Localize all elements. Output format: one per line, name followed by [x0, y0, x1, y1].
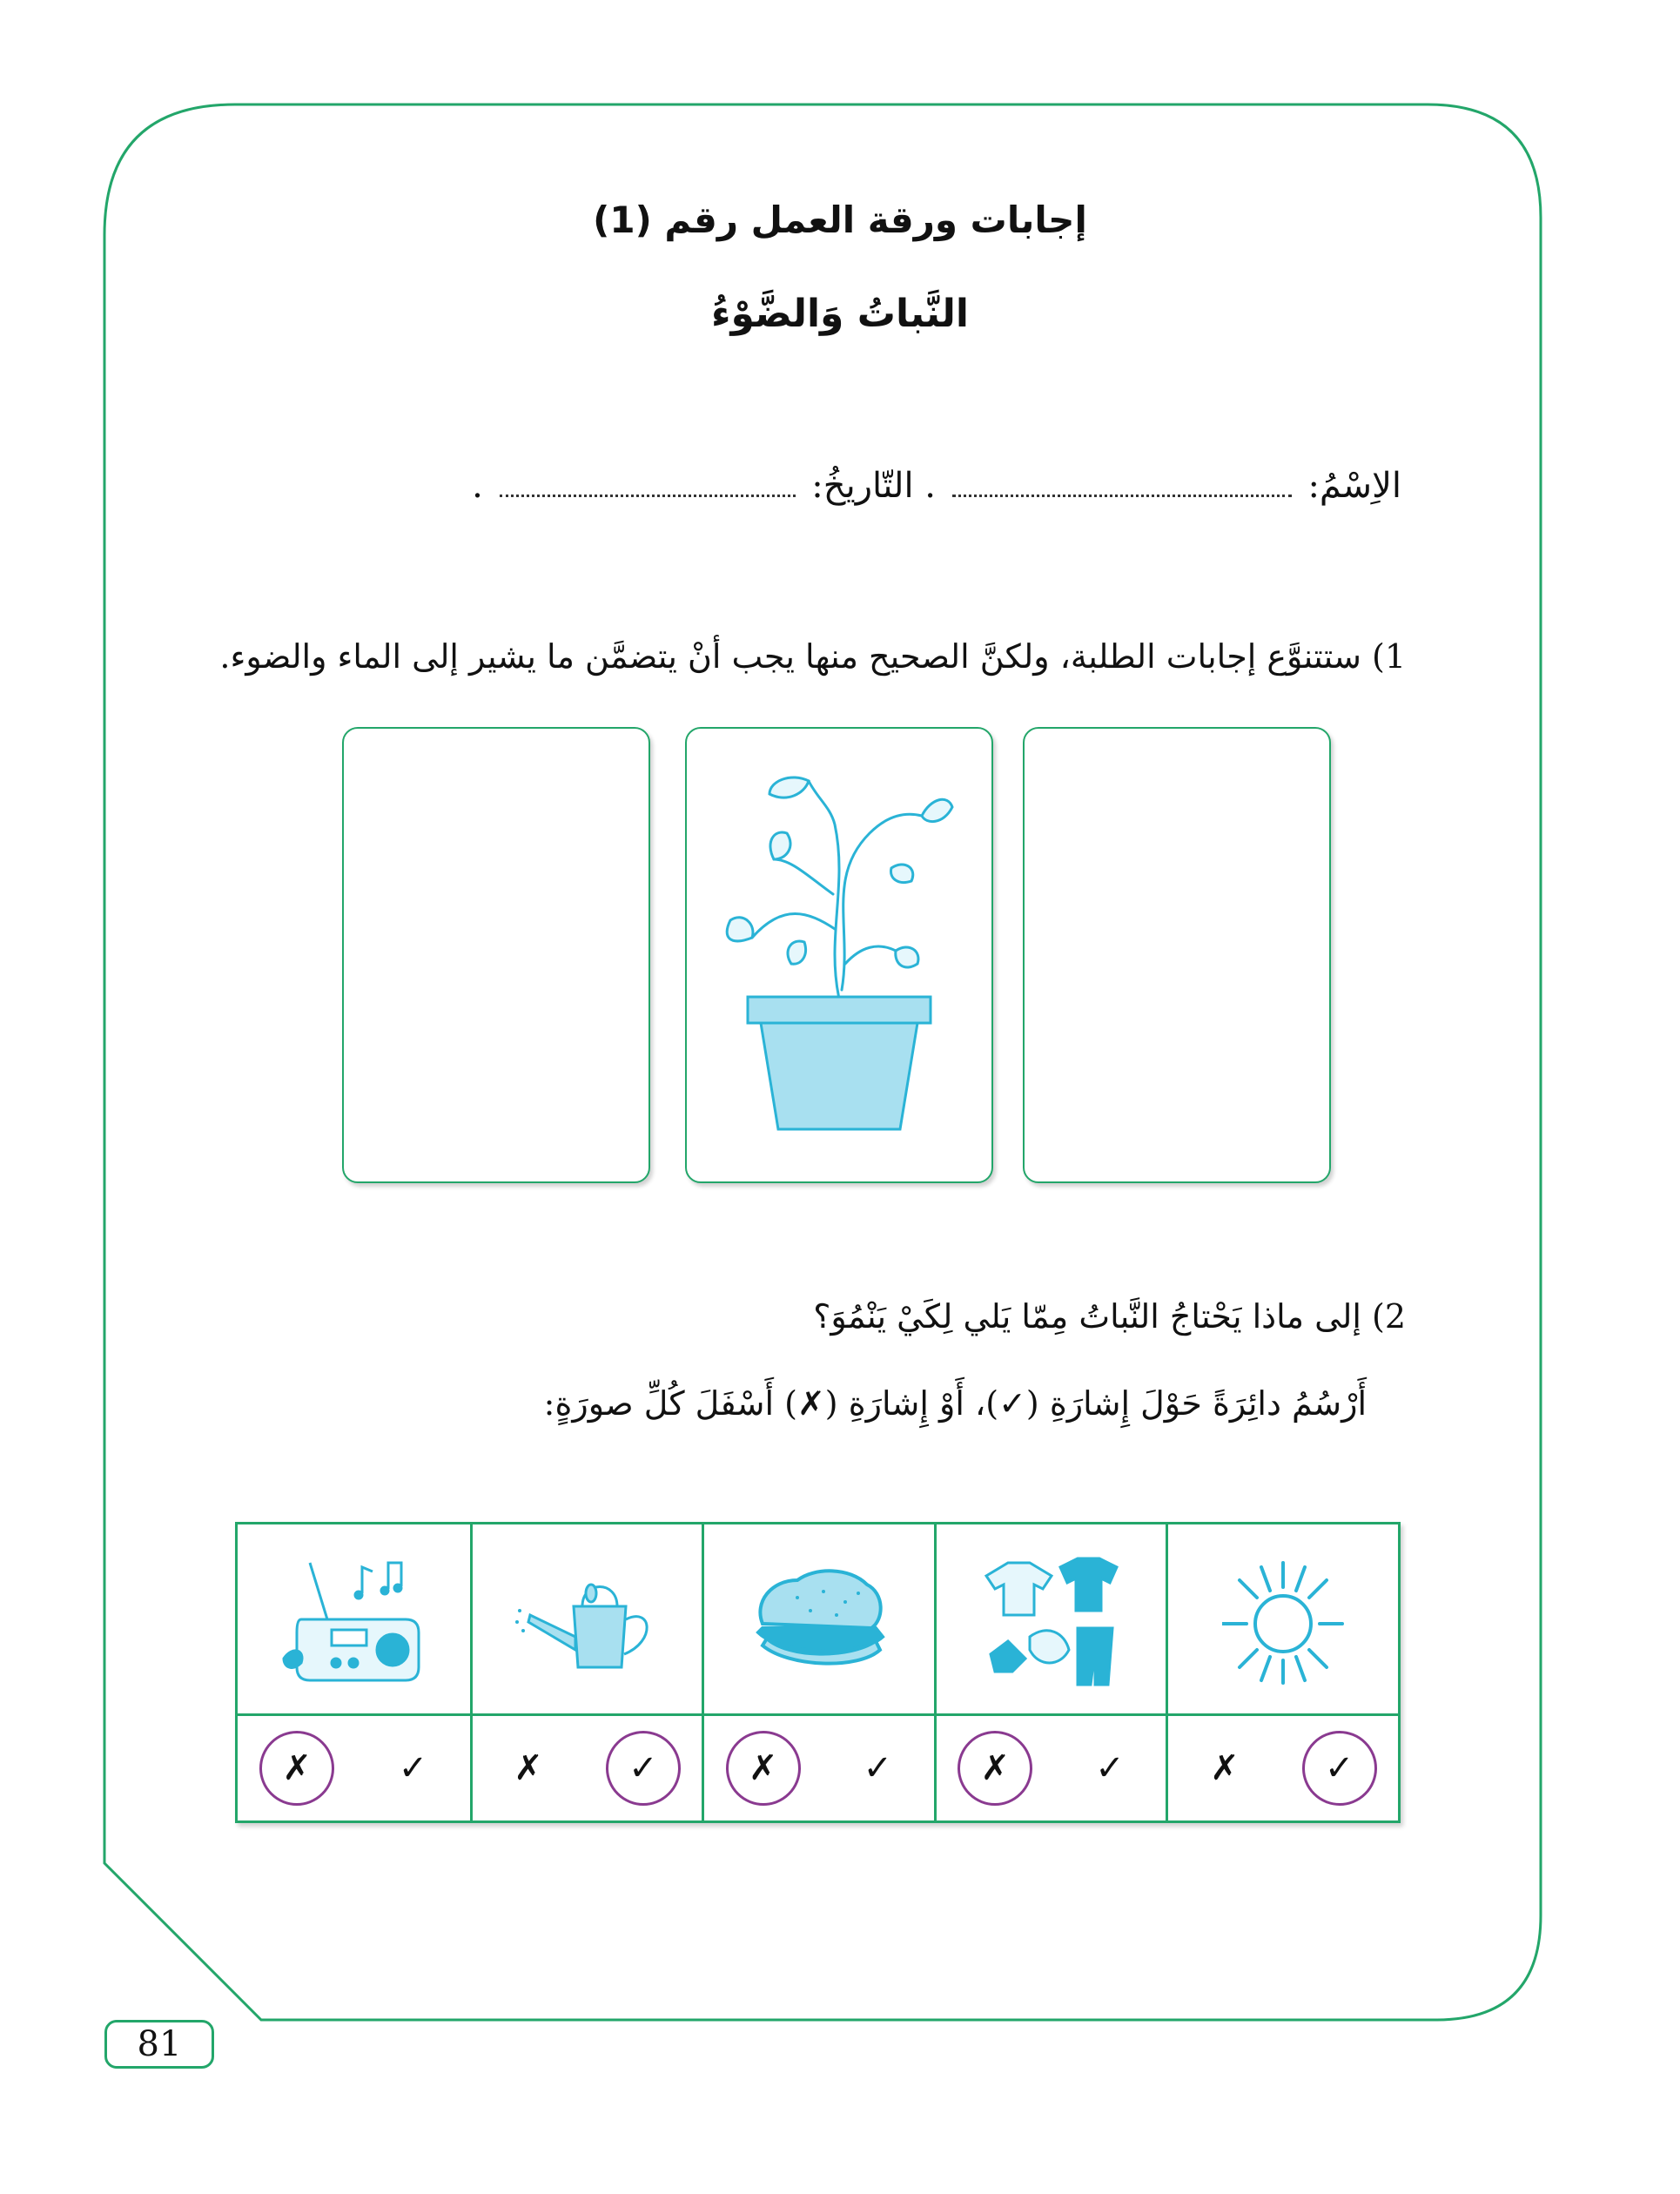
watering-can-cell [470, 1524, 702, 1716]
watering-can-marks [470, 1716, 702, 1820]
name-field[interactable] [952, 486, 1292, 497]
sandwich-icon [745, 1558, 893, 1680]
answer-card-left[interactable] [342, 727, 650, 1183]
clothes-cross-mark[interactable]: ✗ [958, 1731, 1032, 1806]
sun-icon [1222, 1554, 1344, 1685]
question-1-text: 1) ستتنوَّع إجابات الطلبة، ولكنَّ الصحيح منها يجب أنْ يتضمَّن ما يشير إلى الماء والضوء. [219, 637, 1406, 676]
end-dot: . [472, 466, 483, 506]
sandwich-check-mark[interactable]: ✓ [863, 1748, 893, 1788]
sun-check-mark[interactable]: ✓ [1302, 1731, 1377, 1806]
plant-card [685, 727, 993, 1183]
name-label: الاِسْمُ: [1307, 466, 1401, 506]
clothes-check-mark[interactable]: ✓ [1095, 1748, 1125, 1788]
clothes-marks [934, 1716, 1166, 1820]
clothes-cell [934, 1524, 1166, 1716]
radio-marks [238, 1716, 470, 1820]
worksheet-subtitle: النَّباتُ وَالضَّوْءُ [711, 292, 969, 336]
question-2-instruction: أَرْسُمُ دائِرَةً حَوْلَ إِشارَةِ (✓)، أَوْ إِشارَةِ (✗) أَسْفَلَ كُلِّ صورَةٍ: [543, 1384, 1367, 1423]
sandwich-cell [702, 1524, 934, 1716]
radio-cell [238, 1524, 470, 1716]
radio-check-mark[interactable]: ✓ [398, 1748, 428, 1788]
watering-can-check-mark[interactable]: ✓ [606, 1731, 681, 1806]
answer-card-right[interactable] [1023, 727, 1331, 1183]
sun-cell [1166, 1524, 1398, 1716]
worksheet-title: إجابات ورقة العمل رقم (1) [593, 199, 1087, 241]
potted-plant-icon [687, 729, 991, 1181]
sun-marks [1166, 1716, 1398, 1820]
radio-cross-mark[interactable]: ✗ [259, 1731, 334, 1806]
name-date-line [472, 466, 1401, 506]
answer-table [235, 1522, 1401, 1823]
question-2-text: 2) إلى ماذا يَحْتاجُ النَّباتُ مِمّا يَلي لِكَيْ يَنْمُوَ؟ [813, 1297, 1406, 1336]
date-field[interactable] [500, 486, 796, 497]
watering-can-icon [513, 1554, 661, 1685]
sun-cross-mark[interactable]: ✗ [1210, 1748, 1240, 1788]
sandwich-marks [702, 1716, 934, 1820]
radio-icon [275, 1550, 432, 1689]
watering-can-cross-mark[interactable]: ✗ [514, 1748, 543, 1788]
date-label: . التّاريخُ: [811, 466, 937, 506]
clothes-icon [978, 1550, 1126, 1689]
page-number: 81 [104, 2020, 214, 2069]
sandwich-cross-mark[interactable]: ✗ [726, 1731, 801, 1806]
